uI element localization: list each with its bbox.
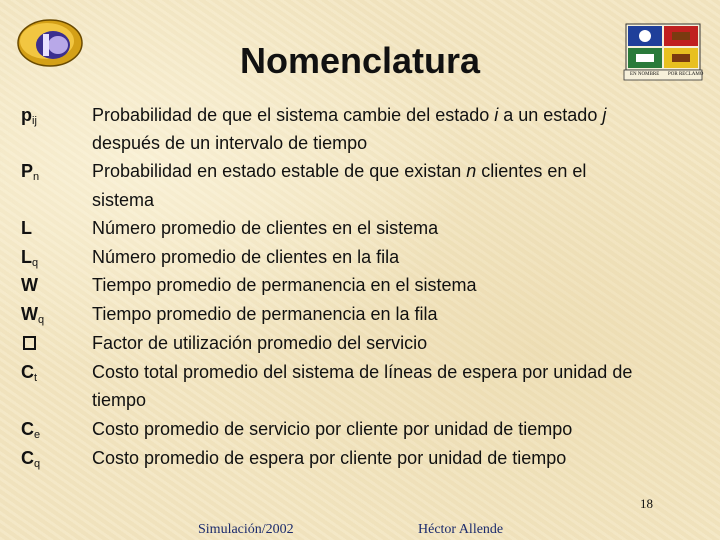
list-item — [0, 157, 720, 186]
description: Tiempo promedio de permanencia en el sistema — [92, 275, 477, 295]
symbol: $L_q$ — [21, 247, 39, 269]
footer-author: Héctor Allende — [418, 522, 504, 537]
description: Número promedio de clientes en el sistema — [92, 218, 439, 238]
list-item — [0, 329, 720, 358]
page-number: 18 — [640, 496, 653, 511]
symbol: $C_q$ — [21, 448, 41, 470]
symbol: $W_q$ — [21, 304, 45, 326]
description: Número promedio de clientes en la fila — [92, 247, 400, 267]
coat-banner-right: POR RECLAMO — [668, 72, 704, 77]
list-item — [0, 243, 720, 272]
description: Costo total promedio del sistema de líneas de espera por unidad de — [92, 362, 633, 382]
symbol — [21, 329, 36, 358]
description: sistema — [92, 190, 155, 210]
list-item — [0, 101, 720, 130]
description: Costo promedio de servicio por cliente por unidad de tiempo — [92, 419, 573, 439]
list-item — [0, 271, 720, 300]
description: Probabilidad de que el sistema cambie del estado i a un estado j — [92, 105, 607, 125]
list-item — [0, 415, 720, 444]
coat-banner-left: EN NOMBRE — [630, 72, 660, 77]
list-item — [0, 444, 720, 473]
list-item — [0, 300, 720, 329]
symbol: $P_n$ — [21, 161, 40, 183]
page-title: Nomenclatura — [239, 40, 481, 81]
symbol: W — [21, 275, 38, 295]
symbol: L — [21, 218, 32, 238]
description: después de un intervalo de tiempo — [92, 133, 368, 153]
description: Probabilidad en estado estable de que existan n clientes en el — [92, 161, 587, 181]
list-item — [0, 358, 720, 387]
description: Costo promedio de espera por cliente por unidad de tiempo — [92, 448, 567, 468]
symbol: $C_t$ — [21, 362, 38, 384]
footer-course: Simulación/2002 — [198, 522, 294, 537]
list-item — [0, 129, 720, 158]
description: tiempo — [92, 390, 147, 410]
description: Tiempo promedio de permanencia en la fila — [92, 304, 438, 324]
description: Factor de utilización promedio del servicio — [92, 333, 428, 353]
list-item — [0, 386, 720, 415]
symbol: $p_{ij}$ — [21, 105, 37, 127]
list-item — [0, 186, 720, 215]
list-item — [0, 214, 720, 243]
symbol: $C_e$ — [21, 419, 41, 441]
rho-symbol-icon — [23, 336, 36, 350]
